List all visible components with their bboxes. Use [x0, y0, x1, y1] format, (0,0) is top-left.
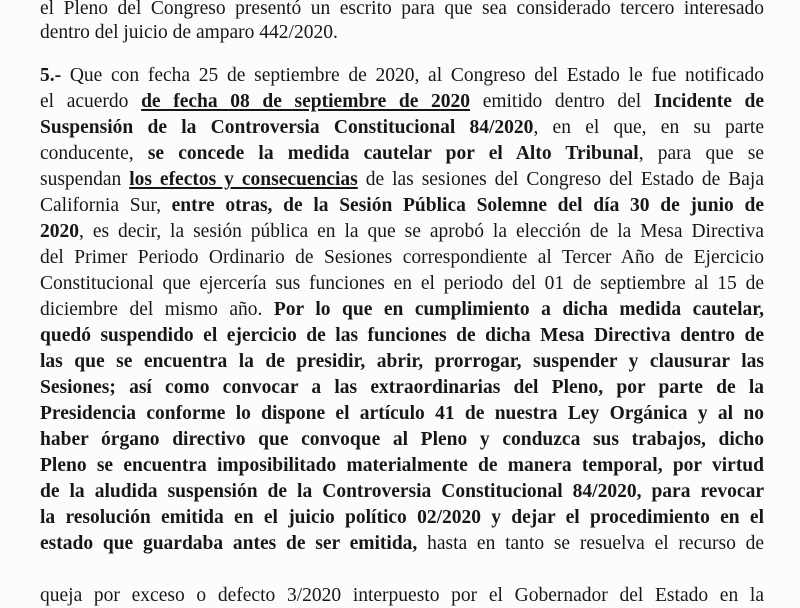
- text-line: [40, 428, 764, 452]
- bold-segment: las que se encuentra la de presidir, abrir, prorrogar, suspender y clausurar las: [40, 351, 764, 372]
- bold-segment: haber órgano directivo que convoque al Pleno y conduzca sus trabajos, dicho: [40, 429, 764, 450]
- text-line: [40, 0, 764, 21]
- text-line: [40, 194, 764, 218]
- text-segment: el acuerdo: [40, 91, 142, 112]
- item-number: 5.-: [40, 65, 62, 86]
- bold-segment: 2020: [40, 221, 79, 242]
- text-line: [40, 21, 764, 45]
- text-segment: Constitucional que ejercería sus funciones en el periodo del 01 de septiembre al 15 de: [40, 273, 764, 294]
- bold-segment: entre otras, de la Sesión Pública Solemne del día 30 de junio de: [171, 195, 764, 216]
- bold-segment: quedó suspendido el ejercicio de las funciones de dicha Mesa Directiva dentro de: [40, 325, 764, 346]
- text-line: [40, 168, 764, 192]
- text-line: [40, 142, 764, 166]
- underlined-segment: los efectos y consecuencias: [129, 169, 358, 190]
- text-line: [40, 272, 764, 296]
- text-segment: California Sur,: [40, 195, 172, 216]
- text-line: [40, 220, 764, 244]
- text-segment: , es decir, la sesión pública en la que se aprobó la elección de la Mesa Directiva: [79, 221, 764, 242]
- text-segment: emitido dentro del: [470, 91, 654, 112]
- text-segment: del Primer Periodo Ordinario de Sesiones correspondiente al Tercer Año de Ejercicio: [40, 247, 764, 268]
- text-line: [40, 90, 764, 114]
- bold-segment: Por lo que en cumplimiento a dicha medida cautelar,: [273, 299, 764, 320]
- text-line: [40, 64, 764, 88]
- bold-segment: Pleno se encuentra imposibilitado materialmente de manera temporal, por virtud: [40, 455, 764, 476]
- text-line: [40, 246, 764, 270]
- bold-segment: la resolución emitida en el juicio político 02/2020 y dejar el procedimiento en el: [40, 507, 764, 528]
- text-segment: , para que se: [638, 143, 764, 164]
- bold-segment: de la aludida suspensión de la Controversia Constitucional 84/2020, para revocar: [40, 481, 764, 502]
- text-line: [40, 350, 764, 374]
- text-line: [40, 376, 764, 400]
- text-segment: suspendan: [40, 169, 130, 190]
- text-segment: diciembre del mismo año.: [40, 299, 274, 320]
- bold-segment: Incidente de: [653, 91, 764, 112]
- text-segment: conducente,: [40, 143, 148, 164]
- text-line: [40, 480, 764, 504]
- text-line: [40, 584, 764, 608]
- text-line: [40, 298, 764, 322]
- text-segment: , en el que, en su parte: [533, 117, 765, 138]
- text-segment: hasta en tanto se resuelva el recurso de: [417, 533, 764, 554]
- text-segment: dentro del juicio de amparo 442/2020.: [40, 22, 338, 43]
- text-line: [40, 532, 764, 556]
- text-segment: Que con fecha 25 de septiembre de 2020, al Congreso del Estado le fue notificado: [61, 65, 764, 86]
- text-line: [40, 116, 764, 140]
- text-line: [40, 324, 764, 348]
- bold-segment: estado que guardaba antes de ser emitida,: [40, 533, 418, 554]
- text-segment: queja por exceso o defecto 3/2020 interpuesto por el Gobernador del Estado en la: [40, 585, 764, 606]
- text-line: [40, 402, 764, 426]
- text-segment: el Pleno del Congreso presentó un escrito para que sea considerado tercero interesado: [40, 0, 764, 19]
- underlined-date: de fecha 08 de septiembre de 2020: [141, 91, 471, 112]
- text-line: [40, 454, 764, 478]
- text-segment: de las sesiones del Congreso del Estado de Baja: [357, 169, 764, 190]
- bold-segment: Suspensión de la Controversia Constitucional 84/2020: [40, 117, 534, 138]
- text-line: [40, 506, 764, 530]
- bold-segment: Sesiones; así como convocar a las extraordinarias del Pleno, por parte de la: [40, 377, 764, 398]
- bold-segment: Presidencia conforme lo dispone el artículo 41 de nuestra Ley Orgánica y al no: [40, 403, 764, 424]
- bold-segment: se concede la medida cautelar por el Alto Tribunal: [147, 143, 639, 164]
